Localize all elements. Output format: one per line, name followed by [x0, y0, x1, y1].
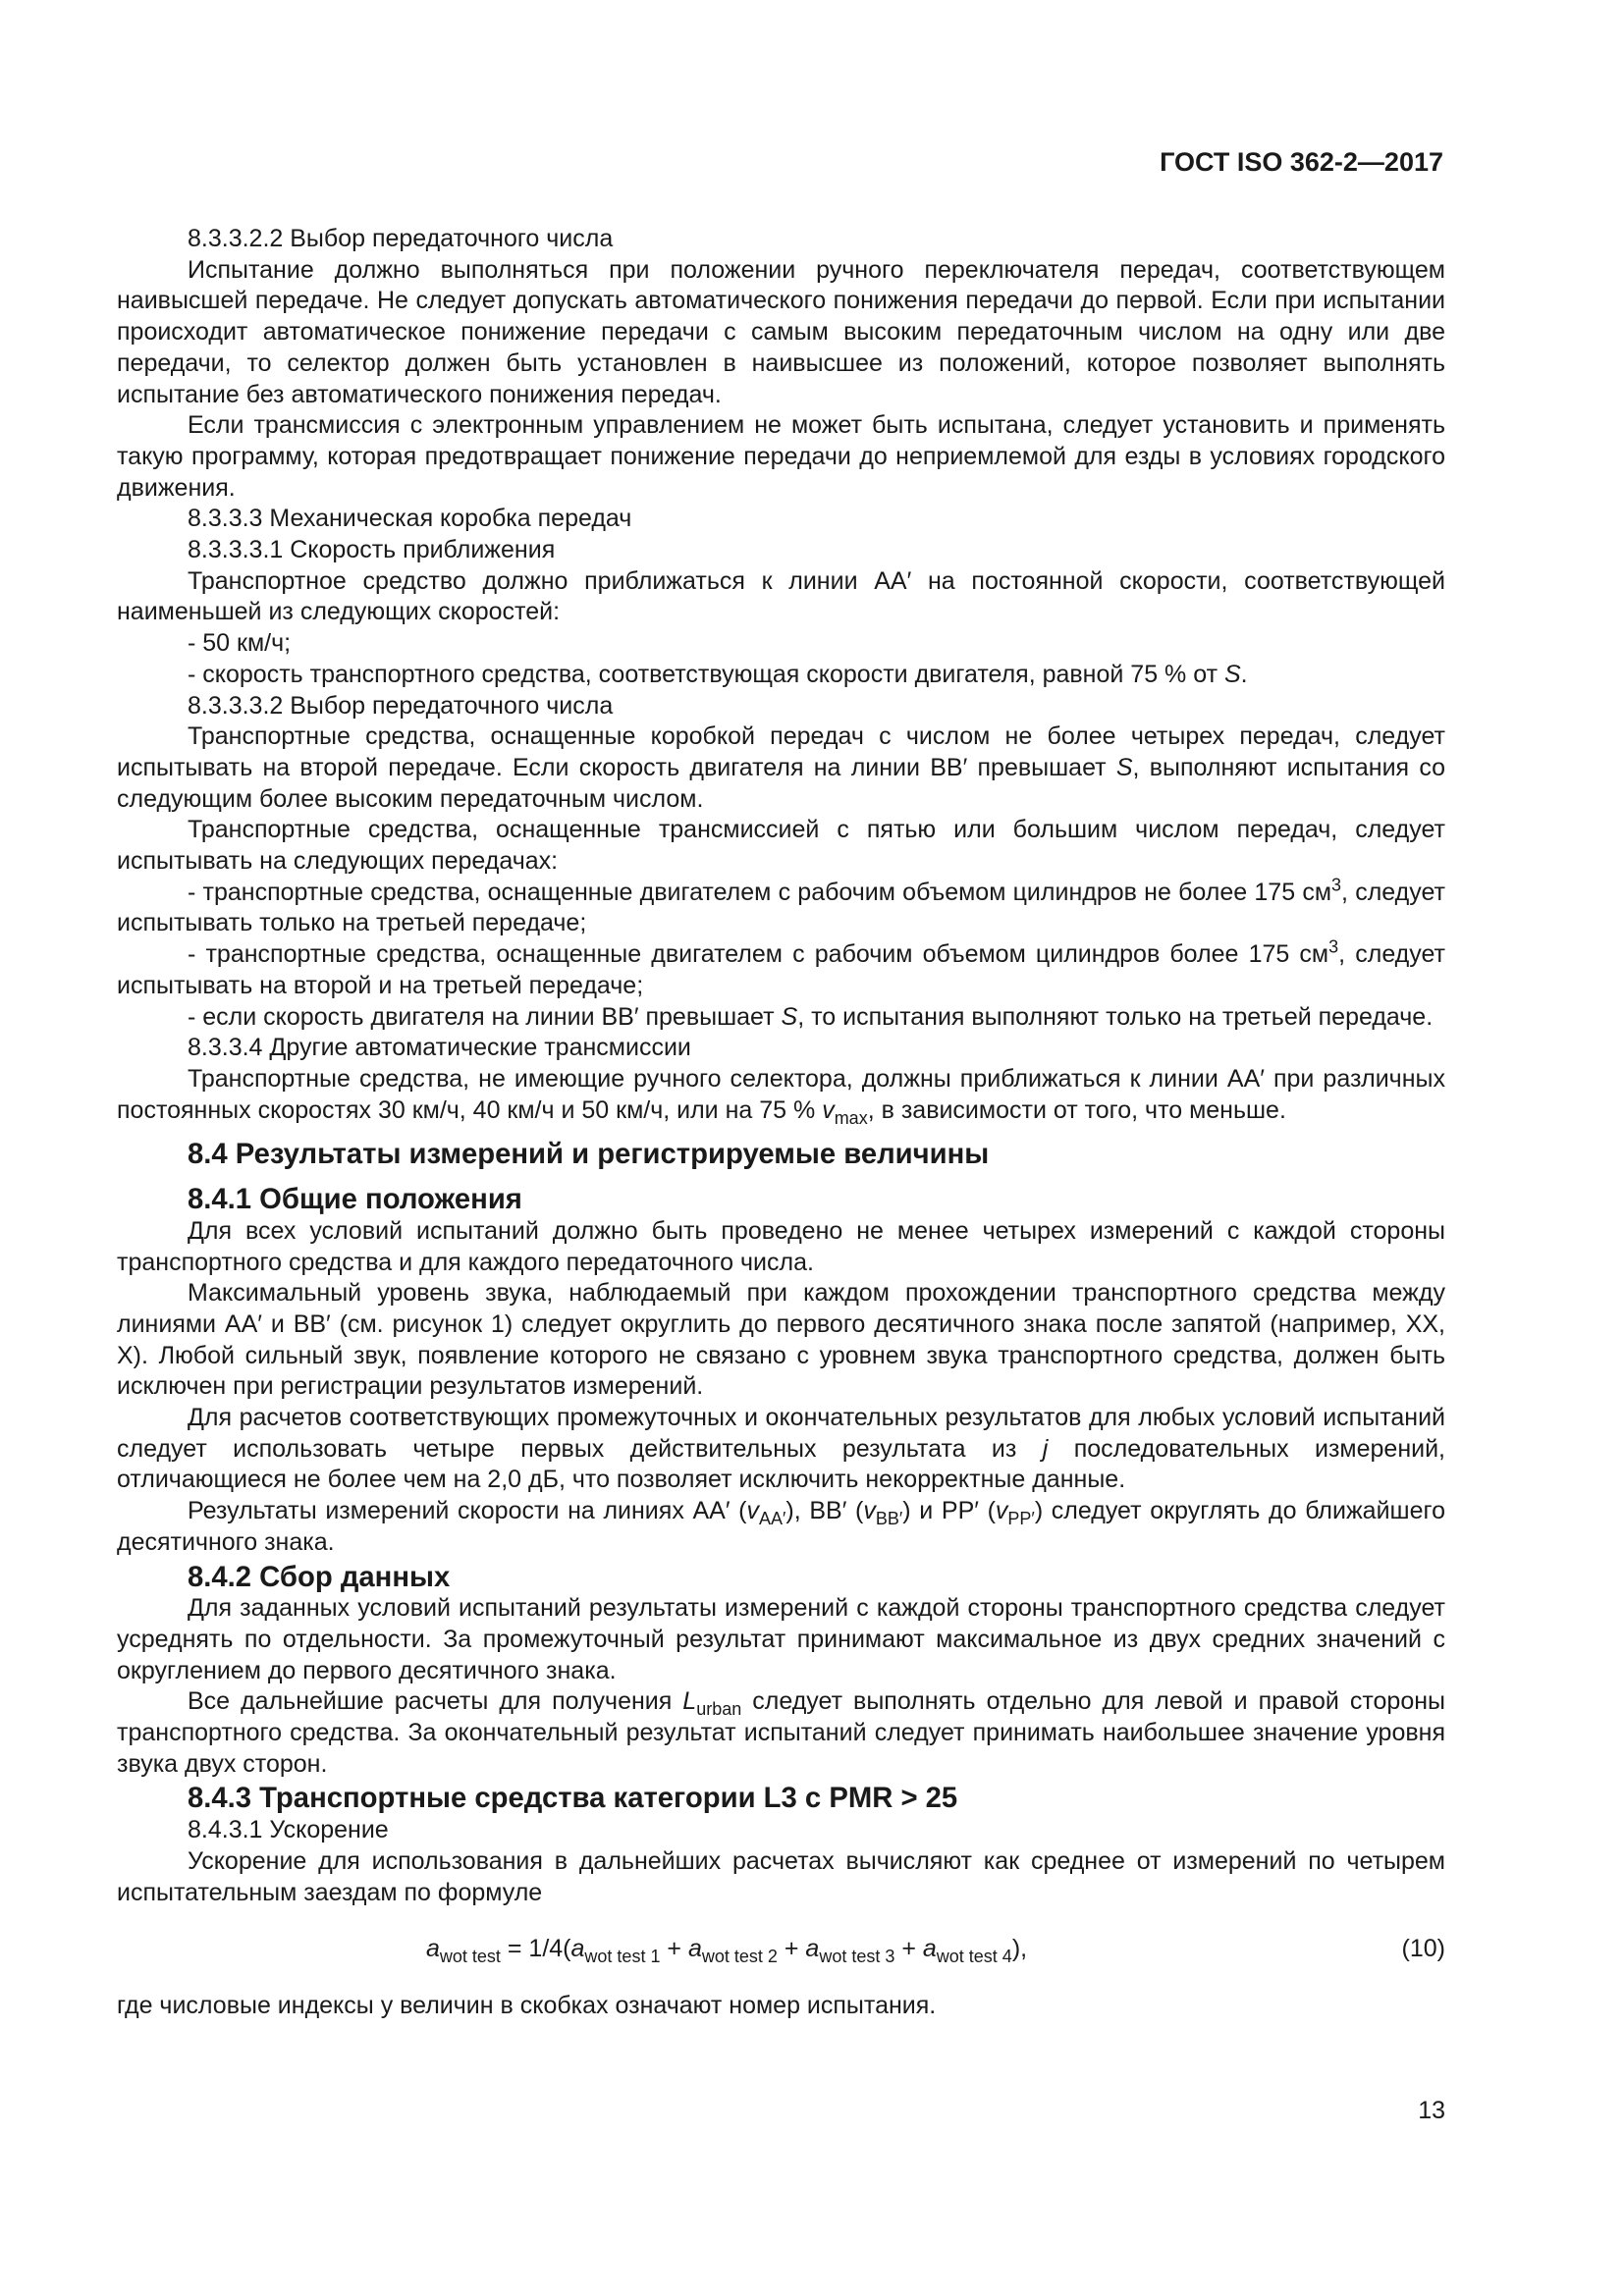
formula-number: (10): [1401, 1935, 1445, 1963]
document-body: [117, 224, 1445, 2022]
formula-expression: $a_{wot test} = 1/4(a_{wot test 1} + a_{wot test 2} + a_{wot test 3} + a_{wot test 4})$,: [426, 1935, 1028, 1967]
paragraph: - транспортные средства, оснащенные двигателем с рабочим объемом цилиндров не более 175 $см^3$, следует испытывать только на третьей передаче;: [117, 875, 1445, 937]
paragraph: - 50 км/ч;: [188, 629, 292, 658]
paragraph: Для заданных условий испытаний результаты измерений с каждой стороны транспортного средства следует усреднять по отдельности. За промежуточный результат принимают максимальное из двух средних значений с округлением до первого десятичного знака.: [117, 1594, 1445, 1684]
paragraph: Если трансмиссия с электронным управлением не может быть испытана, следует установить и применять такую программу, которая предотвращает понижение передачи до неприемлемой для езды в условиях городского движения.: [117, 411, 1445, 502]
subsection-heading: 8.4.1 Общие положения: [188, 1184, 522, 1216]
document-header: ГОСТ ISO 362-2—2017: [1160, 147, 1443, 177]
subsection-heading: 8.4.2 Сбор данных: [188, 1561, 451, 1593]
section-heading: 8.4 Результаты измерений и регистрируемые величины: [188, 1139, 990, 1171]
paragraph: Ускорение для использования в дальнейших расчетах вычисляют как среднее от измерений по четырем испытательным заездам по формуле: [117, 1846, 1445, 1906]
page-number: 13: [1418, 2097, 1445, 2124]
paragraph: Для всех условий испытаний должно быть проведено не менее четырех измерений с каждой стороны транспортного средства и для каждого передаточного числа.: [117, 1216, 1445, 1276]
paragraph: 8.3.3.3.1 Скорость приближения: [188, 536, 556, 564]
paragraph: Результаты измерений скорости на линиях AA′ $(v_{AA'})$, BB′ $(v_{BB'})$ и PP′ $(v_{PP'})$ следует округлять до ближайшего десятичного знака.: [117, 1497, 1445, 1556]
paragraph: Максимальный уровень звука, наблюдаемый при каждом прохождении транспортного средства между линиями AA′ и BB′ (см. рисунок 1) следует округлить до первого десятичного знака после запятой (например, XX, X). Любой сильный звук, появление которого не связано с уровнем звука транспортного средства, должен быть исключен при регистрации результатов измерений.: [117, 1279, 1445, 1401]
paragraph: где числовые индексы у величин в скобках означают номер испытания.: [117, 1992, 937, 2020]
paragraph: Испытание должно выполняться при положении ручного переключателя передач, соответствующем наивысшей передаче. Не следует допускать автоматического понижения передачи до первой. Если при испытании происходит автоматическое понижение передачи с самым высоким передаточным числом на одну или две передачи, то селектор должен быть установлен в наивысшее из положений, которое позволяет выполнять испытание без автоматического понижения передач.: [117, 255, 1445, 408]
paragraph: Транспортные средства, оснащенные коробкой передач с числом не более четырех передач, следует испытывать на второй передаче. Если скорость двигателя на линии BB′ превышает S, выполняют испытания со следующим более высоким передаточным числом.: [117, 722, 1445, 813]
paragraph: Все дальнейшие расчеты для получения $L_{urban}$ следует выполнять отдельно для левой и правой стороны транспортного средства. За окончательный результат испытаний следует принимать наибольшее значение уровня звука двух сторон.: [117, 1687, 1445, 1778]
paragraph: 8.3.3.3 Механическая коробка передач: [188, 505, 632, 533]
paragraph: Транспортные средства, оснащенные трансмиссией с пятью или большим числом передач, следует испытывать на следующих передачах:: [117, 816, 1445, 876]
paragraph: 8.3.3.3.2 Выбор передаточного числа: [188, 691, 614, 720]
paragraph: Транспортные средства, не имеющие ручного селектора, должны приближаться к линии AA′ при различных постоянных скоростях 30 км/ч, 40 км/ч и 50 км/ч, или на 75 % $v_{max}$, в зависимости от того, что меньше.: [117, 1064, 1445, 1128]
paragraph: - скорость транспортного средства, соответствующая скорости двигателя, равной 75 % от S.: [188, 660, 1248, 688]
formula-10: [117, 1920, 1445, 1977]
paragraph: 8.3.3.2.2 Выбор передаточного числа: [188, 225, 614, 252]
paragraph: 8.4.3.1 Ускорение: [188, 1816, 389, 1844]
paragraph: Для расчетов соответствующих промежуточных и окончательных результатов для любых условий испытаний следует использовать четыре первых действительных результата из j последовательных измерений, отличающиеся не более чем на 2,0 дБ, что позволяет исключить некорректные данные.: [117, 1404, 1446, 1494]
subsection-heading: 8.4.3 Транспортные средства категории L3 с PMR > 25: [188, 1783, 958, 1815]
paragraph: - транспортные средства, оснащенные двигателем с рабочим объемом цилиндров более 175 $см^3$, следует испытывать на второй и на третьей передаче;: [117, 936, 1445, 999]
paragraph: - если скорость двигателя на линии BB′ превышает S, то испытания выполняют только на третьей передаче.: [188, 1002, 1434, 1031]
paragraph: 8.3.3.4 Другие автоматические трансмиссии: [188, 1034, 691, 1062]
paragraph: Транспортное средство должно приближаться к линии AA′ на постоянной скорости, соответствующей наименьшей из следующих скоростей:: [117, 566, 1445, 626]
